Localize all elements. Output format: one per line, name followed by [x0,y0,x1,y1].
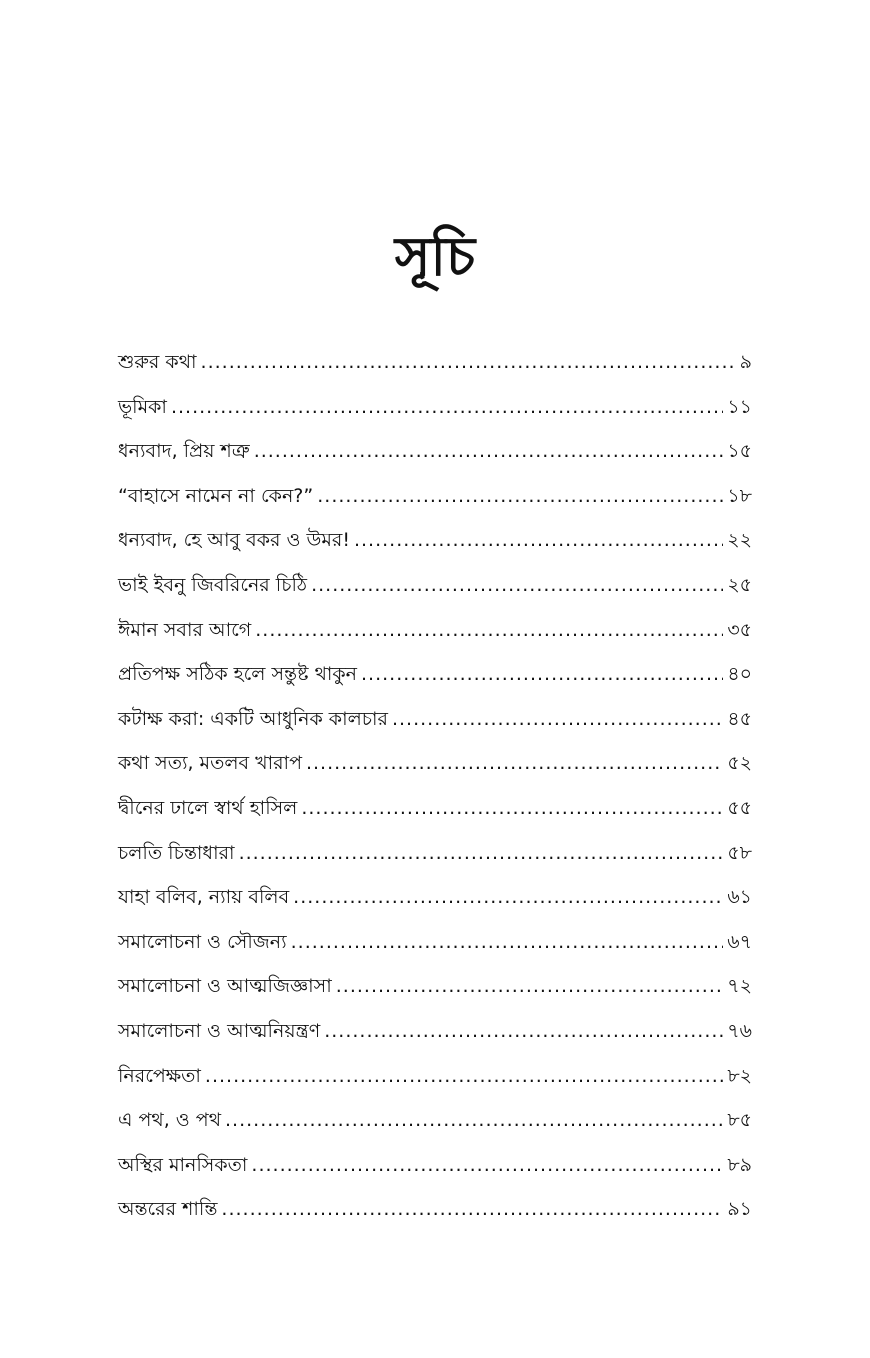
toc-entry [118,1098,752,1143]
toc-entry-page: ১১ [727,395,752,418]
dot-leader [205,1054,723,1099]
toc-entry-title: এ পথ, ও পথ [118,1109,221,1132]
toc-entry-page: ৫৮ [727,841,752,864]
toc-entry-title: চলতি চিন্তাধারা [118,841,235,864]
toc-entry-title: অন্তরের শান্তি [118,1198,218,1221]
toc-entry-page: ৮৯ [727,1153,752,1176]
toc-entry [118,741,752,786]
toc-entry [118,518,752,563]
toc-entry-title: কথা সত্য, মতলব খারাপ [118,752,302,775]
toc-entry-title: নিরপেক্ষতা [118,1064,201,1087]
toc-entry-title: যাহা বলিব, ন্যায় বলিব [118,886,290,909]
dot-leader [306,741,723,786]
dot-leader [239,831,724,876]
dot-leader [361,652,723,697]
dot-leader [251,1143,723,1188]
toc-entry-page: ৫২ [727,752,752,775]
toc-entry [118,1054,752,1099]
toc-entry [118,385,752,430]
toc-entry [118,831,752,876]
dot-leader [225,1098,723,1143]
toc-entry [118,1143,752,1188]
toc-entry-title: সমালোচনা ও আত্মজিজ্ঞাসা [118,975,332,998]
dot-leader [291,920,724,965]
dot-leader [293,875,723,920]
dot-leader [301,786,723,831]
toc-entry-title: কটাক্ষ করা: একটি আধুনিক কালচার [118,707,388,730]
toc-entry [118,340,752,385]
toc-entry-title: ধন্যবাদ, হে আবু বকর ও উমর! [118,529,350,552]
toc-entry-title: সমালোচনা ও আত্মনিয়ন্ত্রণ [118,1019,321,1042]
toc-entry-title: ভাই ইবনু জিবরিনের চিঠি [118,573,308,596]
dot-leader [171,385,723,430]
toc-entry-page: ৯ [739,351,752,373]
dot-leader [317,474,723,519]
dot-leader [221,1187,723,1232]
toc-entry-title: ঈমান সবার আগে [118,618,252,641]
toc-entry-page: ২২ [727,529,752,552]
toc-entry [118,875,752,920]
toc-entry-page: ৪০ [727,663,752,686]
toc-entry-page: ১৫ [727,440,752,463]
toc-entry [118,563,752,608]
dot-leader [336,964,724,1009]
toc-entry-page: ৭৬ [727,1019,752,1042]
dot-leader [255,608,723,653]
toc-entry-page: ৯১ [727,1198,752,1221]
toc-entry-page: ৬১ [727,886,752,909]
toc-entry [118,1187,752,1232]
toc-entry [118,652,752,697]
toc-entry-title: সমালোচনা ও সৌজন্য [118,930,287,953]
toc-entry [118,1009,752,1054]
toc-entry-page: ৬৭ [727,930,752,953]
dot-leader [201,340,736,385]
toc-entry-title: “বাহাসে নামেন না কেন?” [118,484,314,507]
page-title: সূচি [394,225,476,288]
toc-entry [118,474,752,519]
dot-leader [311,563,723,608]
toc-entry-page: ২৫ [727,573,752,596]
toc-entry [118,429,752,474]
toc-entry-page: ৮২ [727,1064,752,1087]
toc-entry-title: শুরুর কথা [118,351,197,373]
toc-entry-page: ৮৫ [727,1109,752,1132]
toc-entry [118,608,752,653]
toc-entry-page: ১৮ [727,484,752,507]
table-of-contents [118,340,752,1232]
toc-entry-title: ধন্যবাদ, প্রিয় শত্রু [118,440,250,463]
toc-entry-title: দ্বীনের ঢালে স্বার্থ হাসিল [118,796,298,819]
toc-entry [118,786,752,831]
dot-leader [392,697,723,742]
toc-entry [118,697,752,742]
toc-entry-title: ভূমিকা [118,395,167,418]
toc-entry-page: ৪৫ [727,707,752,730]
toc-entry-page: ৫৫ [727,796,752,819]
toc-entry [118,920,752,965]
toc-entry-page: ৭২ [727,975,752,998]
toc-entry [118,964,752,1009]
toc-entry-title: প্রতিপক্ষ সঠিক হলে সন্তুষ্ট থাকুন [118,663,358,686]
dot-leader [354,518,723,563]
toc-entry-page: ৩৫ [727,618,752,641]
dot-leader [324,1009,723,1054]
dot-leader [254,429,724,474]
toc-entry-title: অস্থির মানসিকতা [118,1153,248,1176]
